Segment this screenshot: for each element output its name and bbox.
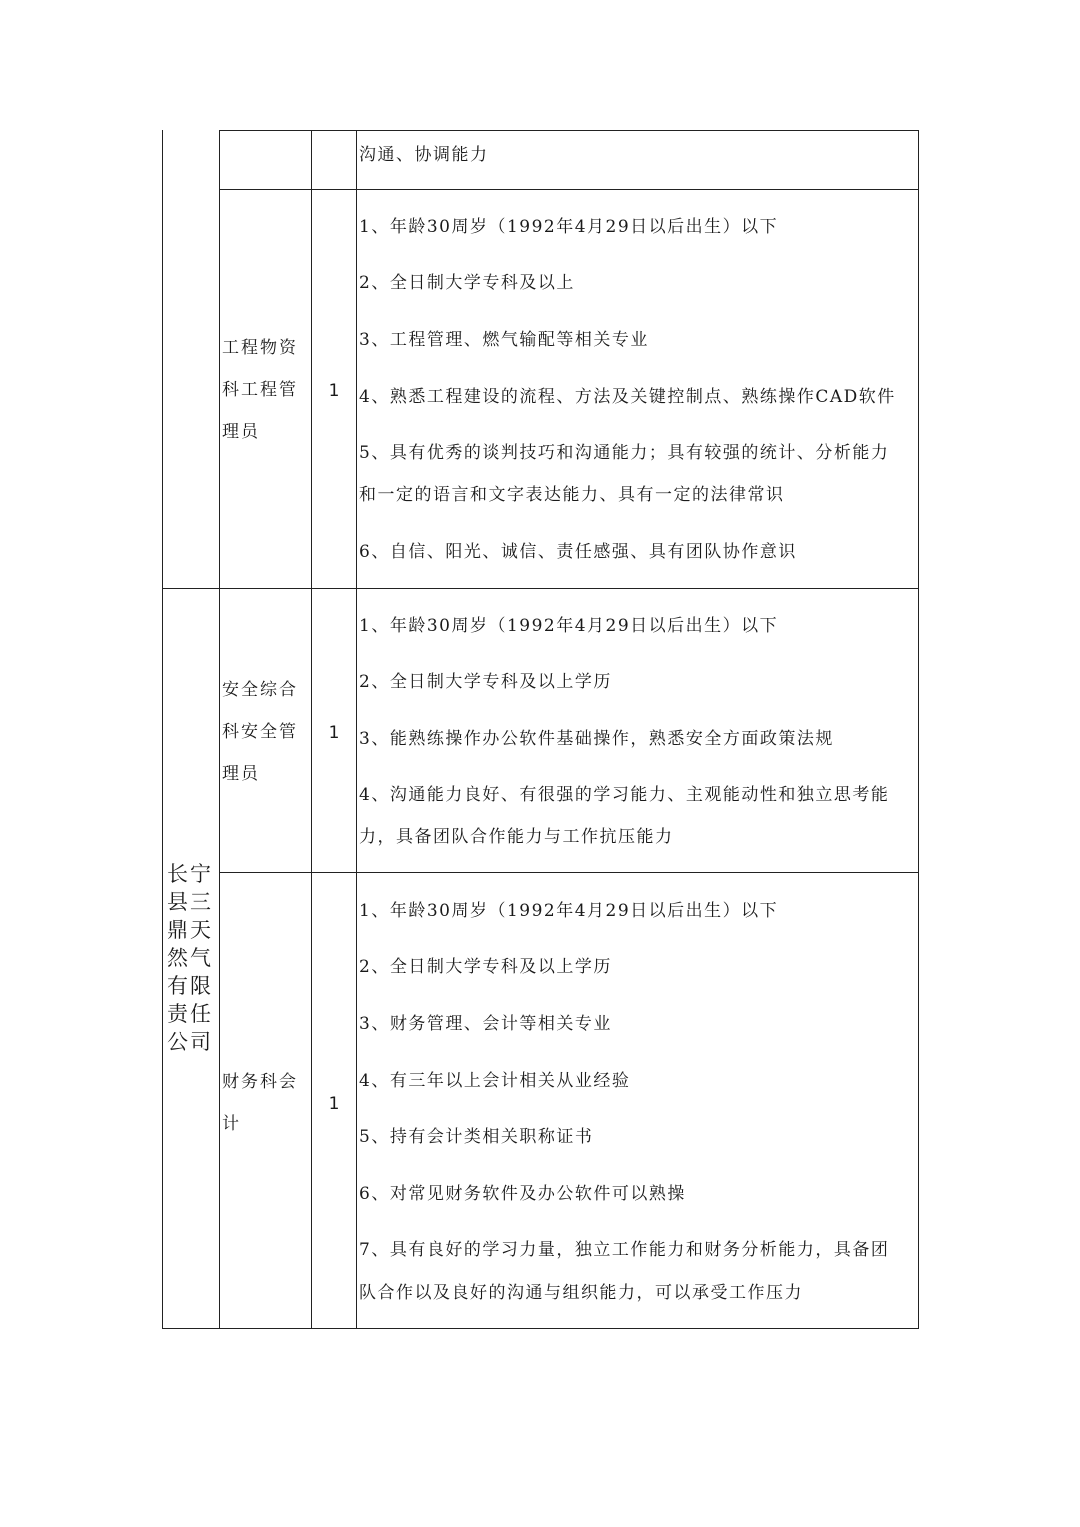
- requirement-line: 3、能熟练操作办公软件基础操作，熟悉安全方面政策法规: [359, 729, 834, 749]
- requirement-line: 4、沟通能力良好、有很强的学习能力、主观能动性和独立思考能: [359, 785, 890, 805]
- requirement-line: 1、年龄30周岁（1992年4月29日以后出生）以下: [359, 616, 779, 636]
- requirement-line: 1、年龄30周岁（1992年4月29日以后出生）以下: [359, 901, 779, 921]
- requirement-line: 2、全日制大学专科及以上学历: [359, 957, 612, 977]
- requirement-line: 4、熟悉工程建设的流程、方法及关键控制点、熟练操作CAD软件: [359, 387, 896, 407]
- col-border-left: [162, 130, 163, 1329]
- row-border-top: [219, 130, 919, 131]
- headcount: 1: [328, 723, 340, 743]
- requirement-line: 队合作以及良好的沟通与组织能力，可以承受工作压力: [359, 1283, 803, 1303]
- col-border: [356, 130, 357, 1329]
- requirement-line: 4、有三年以上会计相关从业经验: [359, 1071, 631, 1091]
- row-border: [219, 872, 919, 873]
- requirement-line: 2、全日制大学专科及以上: [359, 273, 575, 293]
- row-border-bottom: [162, 1328, 919, 1329]
- requirement-line: 1、年龄30周岁（1992年4月29日以后出生）以下: [359, 217, 779, 237]
- headcount: 1: [328, 381, 340, 401]
- requirement-line: 力，具备团队合作能力与工作抗压能力: [359, 827, 674, 847]
- requirement-line: 3、工程管理、燃气输配等相关专业: [359, 330, 649, 350]
- requirement-line: 2、全日制大学专科及以上学历: [359, 672, 612, 692]
- company-name: 长宁县三鼎天然气有限责任公司: [167, 862, 213, 1054]
- position-name: 工程物资科工程管理员: [222, 338, 298, 442]
- row-border: [219, 189, 919, 190]
- headcount: 1: [328, 1094, 340, 1114]
- requirement-line: 3、财务管理、会计等相关专业: [359, 1014, 612, 1034]
- requirement-line: 7、具有良好的学习力量，独立工作能力和财务分析能力，具备团: [359, 1240, 890, 1260]
- requirement-line: 5、持有会计类相关职称证书: [359, 1127, 594, 1147]
- position-name: 安全综合科安全管理员: [222, 680, 298, 784]
- row-border: [162, 588, 919, 589]
- position-name: 财务科会计: [222, 1072, 298, 1134]
- requirement-line: 沟通、协调能力: [359, 145, 489, 165]
- requirement-line: 6、对常见财务软件及办公软件可以熟操: [359, 1184, 686, 1204]
- col-border: [219, 130, 220, 1329]
- requirement-line: 5、具有优秀的谈判技巧和沟通能力；具有较强的统计、分析能力: [359, 443, 890, 463]
- requirement-line: 和一定的语言和文字表达能力、具有一定的法律常识: [359, 485, 785, 505]
- requirement-line: 6、自信、阳光、诚信、责任感强、具有团队协作意识: [359, 542, 797, 562]
- col-border-right: [918, 130, 919, 1329]
